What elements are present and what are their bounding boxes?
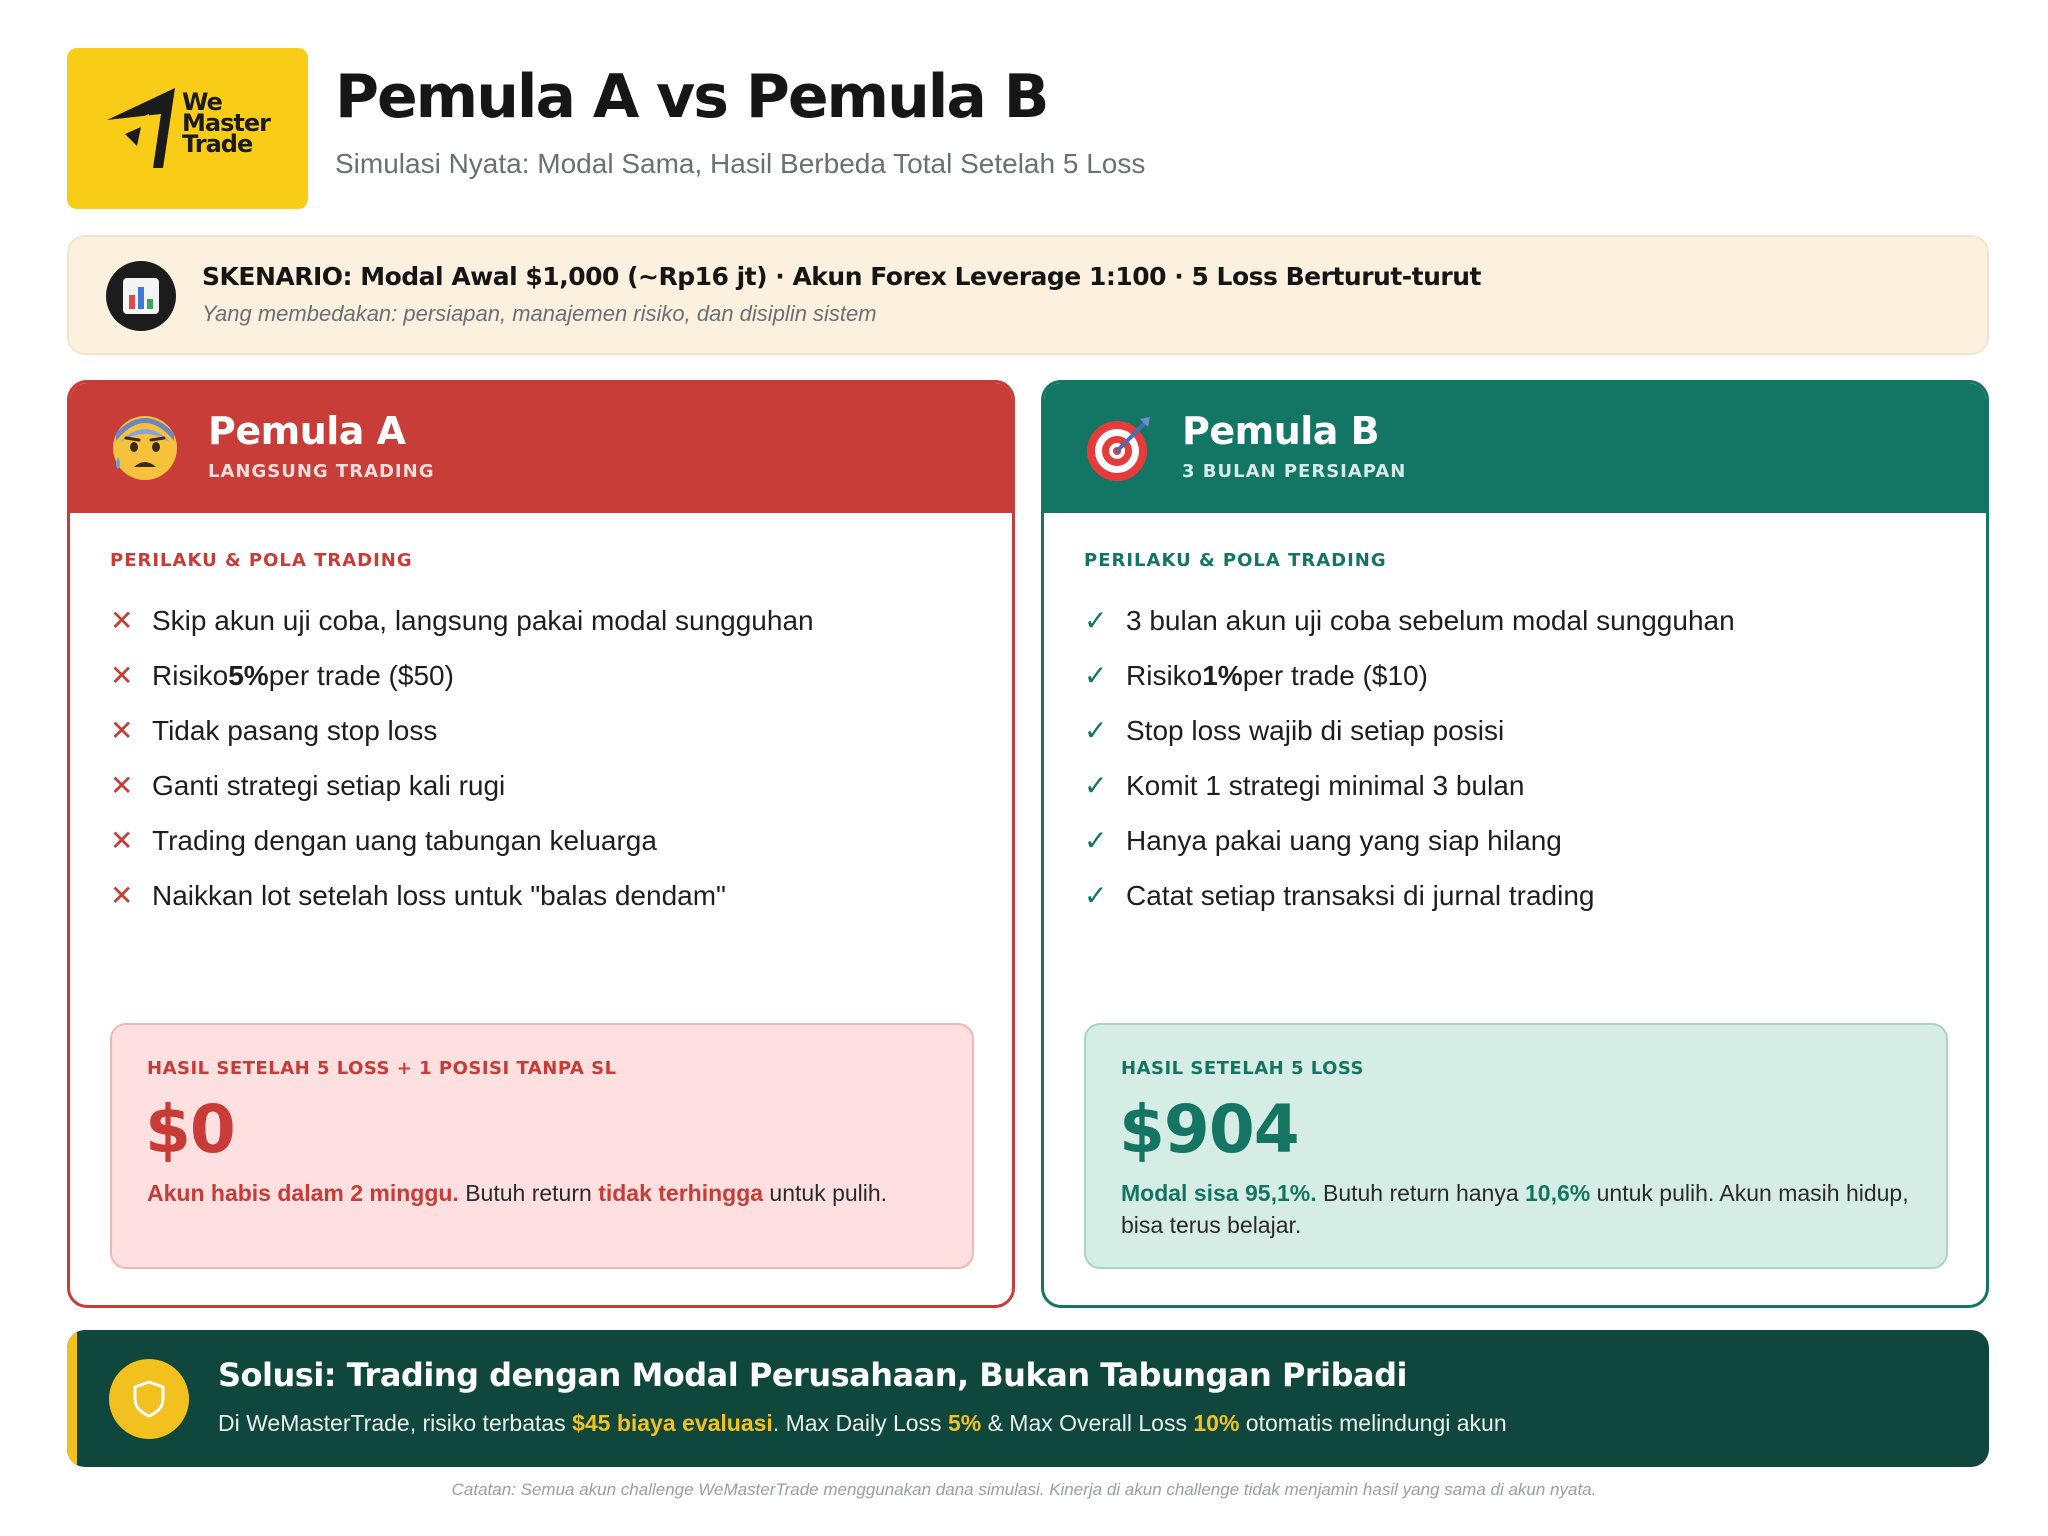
card-subtitle: 3 BULAN PERSIAPAN <box>1182 461 1407 482</box>
list-item-text: 3 bulan akun uji coba sebelum modal sungguhan <box>1126 604 1735 636</box>
cross-icon: ✕ <box>110 770 134 801</box>
scenario-title: SKENARIO: Modal Awal $1,000 (~Rp16 jt) · Akun Forex Leverage 1:100 · 5 Loss Berturut-turut <box>202 262 1481 291</box>
solution-description <box>218 1410 1507 1437</box>
list-item <box>1084 703 1735 758</box>
list-item <box>110 868 814 923</box>
cross-icon: ✕ <box>110 880 134 911</box>
bar-chart-icon <box>106 261 176 331</box>
result-label: HASIL SETELAH 5 LOSS + 1 POSISI TANPA SL <box>147 1058 617 1079</box>
list-item <box>1084 868 1735 923</box>
list-item-text: Hanya pakai uang yang siap hilang <box>1126 824 1562 856</box>
cross-icon: ✕ <box>110 605 134 636</box>
solution-text: . Max Daily Loss <box>772 1410 948 1436</box>
list-item-text: per trade ($10) <box>1242 659 1428 691</box>
anxious-face-icon <box>110 413 180 483</box>
brand-logo-mark-icon <box>103 84 179 174</box>
result-text: untuk pulih. <box>763 1180 888 1206</box>
check-icon: ✓ <box>1084 770 1108 801</box>
page-subtitle: Simulasi Nyata: Modal Sama, Hasil Berbeda Total Setelah 5 Loss <box>335 148 1146 179</box>
behavior-list <box>110 593 814 923</box>
list-item <box>110 648 814 703</box>
list-item-text: Risiko <box>1126 659 1203 691</box>
card-title: Pemula A <box>208 409 406 453</box>
list-item-text: Risiko <box>152 659 229 691</box>
result-text: Butuh return hanya <box>1316 1180 1526 1206</box>
section-label: PERILAKU & POLA TRADING <box>110 550 413 571</box>
brand-logo-line: We <box>182 88 222 116</box>
solution-highlight: 10% <box>1193 1410 1240 1436</box>
list-item-text: Skip akun uji coba, langsung pakai modal sungguhan <box>152 604 814 636</box>
list-item-bold: 5% <box>228 659 269 691</box>
list-item <box>110 813 814 868</box>
cross-icon: ✕ <box>110 715 134 746</box>
page-title: Pemula A vs Pemula B <box>335 62 1048 132</box>
target-icon <box>1084 413 1154 483</box>
cross-icon: ✕ <box>110 825 134 856</box>
solution-text: & Max Overall Loss <box>981 1410 1194 1436</box>
solution-title: Solusi: Trading dengan Modal Perusahaan, Bukan Tabungan Pribadi <box>218 1356 1408 1394</box>
result-box <box>1084 1023 1948 1269</box>
check-icon: ✓ <box>1084 825 1108 856</box>
result-value: $0 <box>145 1091 235 1168</box>
result-description <box>1121 1177 1921 1241</box>
list-item-text: Stop loss wajib di setiap posisi <box>1126 714 1505 746</box>
list-item-text: Komit 1 strategi minimal 3 bulan <box>1126 769 1525 801</box>
card-pemula-a <box>67 380 1015 1308</box>
list-item-text: Tidak pasang stop loss <box>152 714 438 746</box>
list-item <box>110 703 814 758</box>
list-item <box>110 758 814 813</box>
scenario-banner <box>67 235 1989 355</box>
check-icon: ✓ <box>1084 715 1108 746</box>
card-header <box>1044 383 1986 513</box>
result-highlight: 10,6% <box>1525 1180 1591 1206</box>
result-text: Butuh return <box>458 1180 599 1206</box>
solution-highlight: 5% <box>947 1410 982 1436</box>
solution-accent-stripe <box>67 1330 77 1467</box>
result-description <box>147 1177 947 1209</box>
brand-logo-line: Master <box>182 109 270 137</box>
card-header <box>70 383 1012 513</box>
check-icon: ✓ <box>1084 880 1108 911</box>
scenario-subtitle: Yang membedakan: persiapan, manajemen risiko, dan disiplin sistem <box>202 301 877 326</box>
list-item <box>110 593 814 648</box>
brand-logo <box>67 48 308 209</box>
list-item-text: Naikkan lot setelah loss untuk "balas dendam" <box>152 879 726 911</box>
card-subtitle: LANGSUNG TRADING <box>208 461 435 482</box>
result-value: $904 <box>1119 1091 1299 1168</box>
list-item-text: Catat setiap transaksi di jurnal trading <box>1126 879 1595 911</box>
list-item <box>1084 593 1735 648</box>
brand-logo-line: Trade <box>182 130 253 158</box>
list-item <box>1084 758 1735 813</box>
result-box <box>110 1023 974 1269</box>
card-pemula-b <box>1041 380 1989 1308</box>
solution-banner <box>67 1330 1989 1467</box>
result-label: HASIL SETELAH 5 LOSS <box>1121 1058 1364 1079</box>
cross-icon: ✕ <box>110 660 134 691</box>
check-icon: ✓ <box>1084 660 1108 691</box>
list-item-text: per trade ($50) <box>268 659 454 691</box>
result-highlight: Modal sisa 95,1%. <box>1121 1180 1317 1206</box>
solution-text: otomatis melindungi akun <box>1239 1410 1507 1436</box>
list-item <box>1084 813 1735 868</box>
result-highlight: tidak terhingga <box>598 1180 764 1206</box>
brand-logo-text <box>182 88 270 158</box>
list-item <box>1084 648 1735 703</box>
behavior-list <box>1084 593 1735 923</box>
list-item-bold: 1% <box>1202 659 1243 691</box>
solution-text: Di WeMasterTrade, risiko terbatas <box>218 1410 573 1436</box>
result-text: untuk pulih. Akun masih hidup, bisa terus belajar. <box>1121 1180 1909 1238</box>
list-item-text: Trading dengan uang tabungan keluarga <box>152 824 657 856</box>
card-title: Pemula B <box>1182 409 1380 453</box>
list-item-text: Ganti strategi setiap kali rugi <box>152 769 506 801</box>
solution-highlight: $45 biaya evaluasi <box>572 1410 773 1436</box>
footnote: Catatan: Semua akun challenge WeMasterTrade menggunakan dana simulasi. Kinerja di akun challenge tidak menjamin hasil yang sama di akun nyata. <box>451 1480 1597 1499</box>
shield-icon <box>109 1359 189 1439</box>
check-icon: ✓ <box>1084 605 1108 636</box>
result-highlight: Akun habis dalam 2 minggu. <box>147 1180 459 1206</box>
section-label: PERILAKU & POLA TRADING <box>1084 550 1387 571</box>
